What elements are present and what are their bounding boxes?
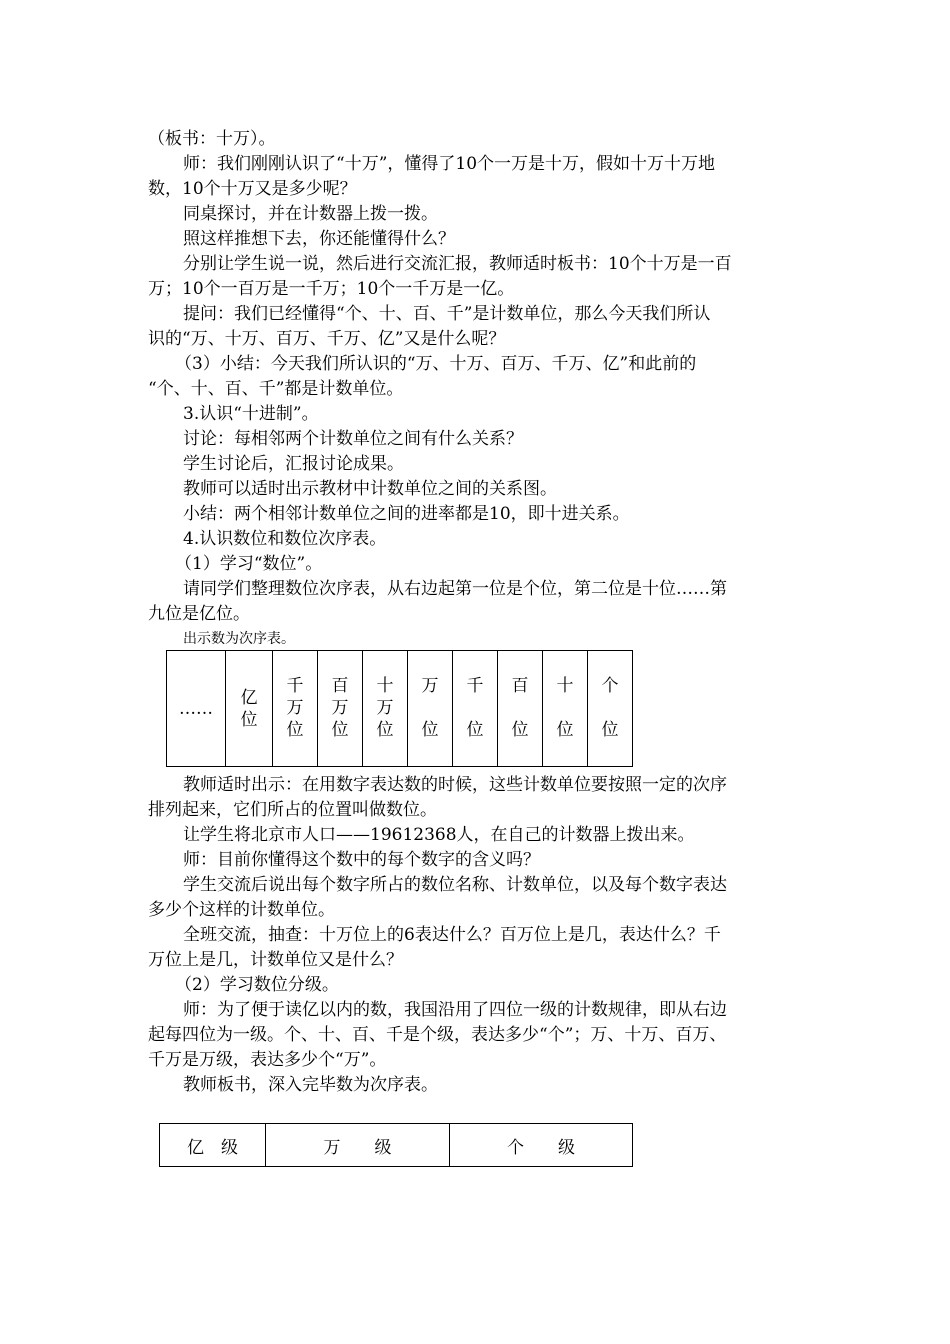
- place-cell-bai: 百 位: [498, 651, 543, 767]
- table-row: [167, 651, 633, 767]
- text-line: 教师板书，深入完毕数为次序表。: [183, 1075, 438, 1095]
- text-line: （2）学习数位分级。: [175, 975, 339, 995]
- text-line: 提问：我们已经懂得“个、十、百、千”是计数单位，那么今天我们所认: [183, 304, 711, 324]
- text-line: 千万是万级，表达多少个“万”。: [148, 1050, 387, 1070]
- place-cell-shiwan: 十 万 位: [363, 651, 408, 767]
- text-line: 起每四位为一级。个、十、百、千是个级，表达多少“个”；万、十万、百万、: [148, 1025, 727, 1045]
- text-line: 师：我们刚刚认识了“十万”，懂得了10个一万是十万，假如十万十万地: [183, 154, 716, 174]
- place-cell-ge: 个 位: [588, 651, 633, 767]
- text-line: 分别让学生说一说，然后进行交流汇报，教师适时板书：10个十万是一百: [183, 254, 732, 274]
- place-cell-baiwan: 百 万 位: [318, 651, 363, 767]
- level-cell-ge: 个 级: [450, 1124, 633, 1167]
- place-cell-wan: 万 位: [408, 651, 453, 767]
- text-line: 识的“万、十万、百万、千万、亿”又是什么呢？: [148, 329, 506, 349]
- text-line: 师：为了便于读亿以内的数，我国沿用了四位一级的计数规律，即从右边: [183, 1000, 727, 1020]
- level-cell-wan: 万 级: [266, 1124, 450, 1167]
- section-heading: 3.认识“十进制”。: [183, 404, 319, 424]
- table-caption: 出示数为次序表。: [183, 631, 295, 647]
- level-cell-yi: 亿 级: [160, 1124, 266, 1167]
- text-line: 同桌探讨，并在计数器上拨一拨。: [183, 204, 438, 224]
- text-line: 讨论：每相邻两个计数单位之间有什么关系？: [183, 429, 523, 449]
- table-row: [160, 1124, 633, 1167]
- text-line: （1）学习“数位”。: [175, 554, 323, 574]
- text-line: 排列起来，它们所占的位置叫做数位。: [148, 800, 437, 820]
- text-line: 万位上是几，计数单位又是什么？: [148, 950, 403, 970]
- text-line: 多少个这样的计数单位。: [148, 900, 335, 920]
- text-line: 全班交流，抽查：十万位上的6表达什么？百万位上是几，表达什么？千: [183, 925, 721, 945]
- text-line: 请同学们整理数位次序表，从右边起第一位是个位，第二位是十位……第: [183, 579, 727, 599]
- place-cell-qian: 千 位: [453, 651, 498, 767]
- text-line: 万；10个一百万是一千万；10个一千万是一亿。: [148, 279, 515, 299]
- place-cell-shi: 十 位: [543, 651, 588, 767]
- place-cell-qianwan: 千 万 位: [273, 651, 318, 767]
- text-line: （3）小结：今天我们所认识的“万、十万、百万、千万、亿”和此前的: [175, 354, 697, 374]
- place-cell-yi: 亿 位: [226, 651, 273, 767]
- text-line: 九位是亿位。: [148, 604, 250, 624]
- text-line: 小结：两个相邻计数单位之间的进率都是10，即十进关系。: [183, 504, 630, 524]
- place-value-table: [166, 650, 633, 767]
- text-line: 学生交流后说出每个数字所占的数位名称、计数单位，以及每个数字表达: [183, 875, 727, 895]
- text-line: 教师可以适时出示教材中计数单位之间的关系图。: [183, 479, 557, 499]
- text-line: 照这样推想下去，你还能懂得什么？: [183, 229, 455, 249]
- ellipsis-cell: ……: [167, 651, 226, 767]
- text-line: 师：目前你懂得这个数中的每个数字的含义吗？: [183, 850, 540, 870]
- text-line: 学生讨论后，汇报讨论成果。: [183, 454, 404, 474]
- text-line: （板书：十万）。: [148, 129, 276, 149]
- text-line: 数，10个十万又是多少呢？: [148, 179, 357, 199]
- level-table: [159, 1123, 633, 1167]
- text-line: “个、十、百、千”都是计数单位。: [148, 379, 404, 399]
- text-line: 让学生将北京市人口——19612368人，在自己的计数器上拨出来。: [183, 825, 695, 845]
- text-line: 教师适时出示：在用数字表达数的时候，这些计数单位要按照一定的次序: [183, 775, 727, 795]
- section-heading: 4.认识数位和数位次序表。: [183, 529, 387, 549]
